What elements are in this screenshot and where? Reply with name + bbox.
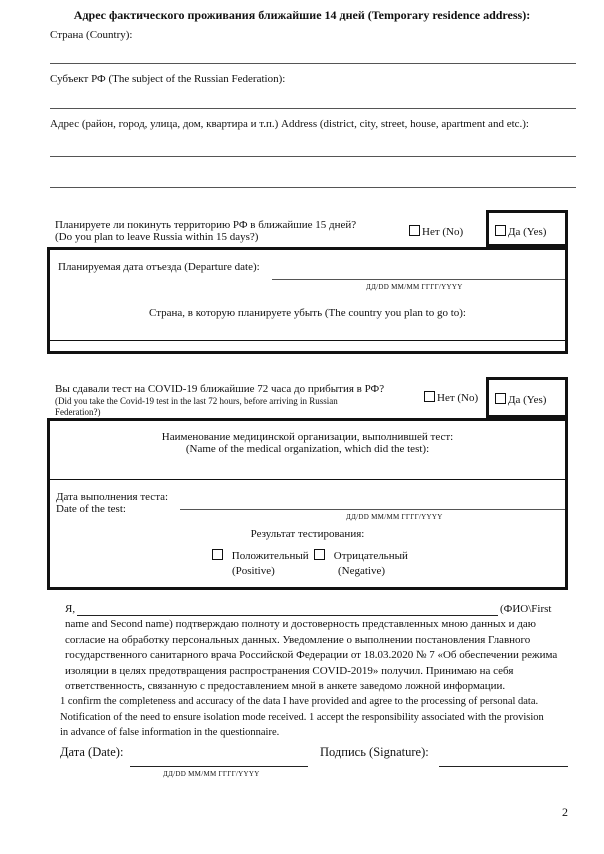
country-field[interactable] xyxy=(50,63,576,64)
no-checkbox-icon[interactable] xyxy=(409,225,420,236)
declaration-line: государственного санитарного врача Российской Федерации от 18.03.2020 № 7 «Об обеспечении режима xyxy=(65,649,558,661)
negative-label-ru: Отрицательный xyxy=(333,550,408,562)
leave-no-option[interactable] xyxy=(409,225,463,239)
positive-option[interactable] xyxy=(212,549,309,563)
declaration-line: in advance of false information in the questionnaire. xyxy=(60,727,280,738)
covid-yes-option[interactable] xyxy=(495,393,546,407)
covid-question-ru: Вы сдавали тест на COVID-19 ближайшие 72 часа до прибытия в РФ? xyxy=(55,383,385,395)
departure-date-format: ДД/DD ММ/MM ГГГГ/YYYY xyxy=(366,283,463,291)
leave-question-en: (Do you plan to leave Russia within 15 days?) xyxy=(55,231,259,243)
positive-label-ru: Положительный xyxy=(231,550,309,562)
address-field-line-1[interactable] xyxy=(50,156,576,157)
address-label: Адрес (район, город, улица, дом, квартира и т.п.) Address (district, city, street, house, apartment and etc.): xyxy=(50,118,529,130)
covid-no-label: Нет (No) xyxy=(437,392,479,404)
covid-no-option[interactable] xyxy=(424,391,478,405)
medical-org-label-ru: Наименование медицинской организации, выполнившей тест: xyxy=(161,431,454,443)
positive-checkbox-icon[interactable] xyxy=(212,549,223,560)
address-field-line-2[interactable] xyxy=(50,187,576,188)
leave-no-label: Нет (No) xyxy=(422,226,464,238)
fio-field[interactable] xyxy=(77,615,498,616)
leave-question-ru: Планируете ли покинуть территорию РФ в ближайшие 15 дней? xyxy=(55,219,357,231)
departure-date-field[interactable] xyxy=(272,279,565,280)
signature-label: Подпись (Signature): xyxy=(320,745,429,759)
medical-org-field[interactable] xyxy=(50,479,565,480)
leave-yes-label: Да (Yes) xyxy=(508,226,547,238)
covid-yes-box[interactable] xyxy=(486,377,568,418)
footer-date-format: ДД/DD ММ/MM ГГГГ/YYYY xyxy=(163,770,260,778)
negative-checkbox-icon[interactable] xyxy=(314,549,325,560)
declaration-text xyxy=(65,617,567,695)
subject-field[interactable] xyxy=(50,108,576,109)
test-date-label-ru: Дата выполнения теста: xyxy=(56,491,169,503)
yes-checkbox-icon[interactable] xyxy=(495,225,506,236)
signature-field[interactable] xyxy=(439,766,568,767)
footer-date-field[interactable] xyxy=(130,766,308,767)
declaration-line: name and Second name) подтверждаю полноту и достоверность представленных мною данных и даю xyxy=(65,618,536,630)
declaration-line: 1 confirm the completeness and accuracy of the data I have provided and agree to the processing of personal data. xyxy=(60,696,539,707)
declaration-line: согласие на обработку персональных данных. Уведомление о выполнении постановления Главного xyxy=(65,633,531,646)
test-date-format: ДД/DD ММ/MM ГГГГ/YYYY xyxy=(346,513,443,521)
declaration-english xyxy=(60,694,574,741)
covid-yes-label: Да (Yes) xyxy=(508,394,547,406)
negative-label-en: (Negative) xyxy=(338,565,386,577)
covid-question-en-1: (Did you take the Covid-19 test in the last 72 hours, before arriving in Russian xyxy=(55,396,338,406)
covid-question-en-2: Federation?) xyxy=(55,407,101,417)
destination-country-label: Страна, в которую планируете убыть (The country you plan to go to): xyxy=(149,307,466,319)
declaration-line: ответственность, связанную с предоставлением мной в анкете заведомо ложной информации. xyxy=(65,680,506,692)
footer-date-label: Дата (Date): xyxy=(60,745,124,759)
section-title: Адрес фактического проживания ближайшие 14 дней (Temporary residence address): xyxy=(73,8,531,22)
no-checkbox-icon[interactable] xyxy=(424,391,435,402)
covid-test-details-box xyxy=(47,418,568,590)
country-label: Страна (Country): xyxy=(50,29,133,41)
test-date-label-en: Date of the test: xyxy=(56,503,126,515)
test-date-field[interactable] xyxy=(180,509,565,510)
declaration-prefix: Я, xyxy=(65,603,76,615)
departure-date-label: Планируемая дата отъезда (Departure date): xyxy=(58,261,260,273)
test-result-label: Результат тестирования: xyxy=(250,528,365,540)
destination-country-field[interactable] xyxy=(50,340,565,341)
positive-label-en: (Positive) xyxy=(232,565,275,577)
subject-label: Субъект РФ (The subject of the Russian Federation): xyxy=(50,73,286,85)
yes-checkbox-icon[interactable] xyxy=(495,393,506,404)
declaration-line: изоляции в целях предотвращения распространения COVID-2019» получил. Принимаю на себя xyxy=(65,664,514,677)
medical-org-label-en: (Name of the medical organization, which did the test): xyxy=(185,443,430,455)
negative-option[interactable] xyxy=(314,549,408,563)
declaration-fio-suffix: (ФИО\First xyxy=(500,603,552,615)
leave-yes-box[interactable] xyxy=(486,210,568,247)
page-number: 2 xyxy=(562,805,568,819)
declaration-line: Notification of the need to ensure isolation mode received. 1 accept the responsibility associated with the provision xyxy=(60,711,544,723)
leave-yes-option[interactable] xyxy=(495,225,546,239)
departure-details-box xyxy=(47,247,568,354)
